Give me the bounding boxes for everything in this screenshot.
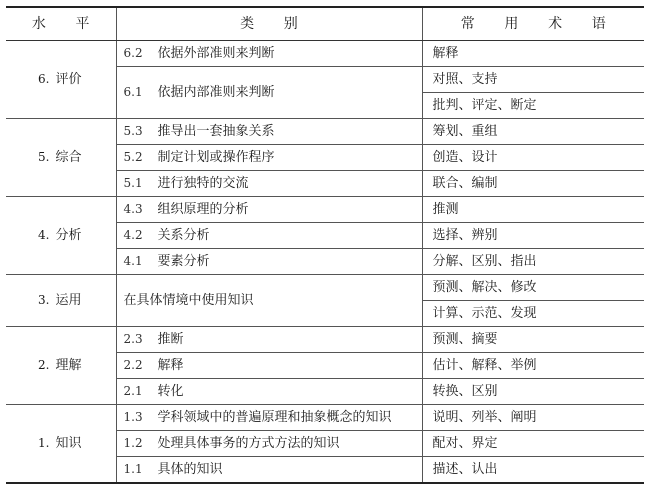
category-text: 解释 [157, 358, 184, 373]
category-text: 转化 [157, 384, 184, 399]
category-cell [116, 431, 422, 457]
terms-cell: 预测、摘要 [422, 327, 644, 353]
terms-cell: 创造、设计 [422, 145, 644, 171]
category-cell [116, 119, 422, 145]
category-text: 具体的知识 [157, 462, 223, 477]
category-text: 学科领域中的普遍原理和抽象概念的知识 [157, 410, 392, 425]
category-text: 依据外部准则来判断 [157, 46, 275, 61]
taxonomy-table-container [6, 6, 644, 484]
category-text: 要素分析 [157, 254, 210, 269]
header-terms: 常 用 术 语 [422, 7, 644, 41]
category-cell [116, 405, 422, 431]
category-text: 推断 [157, 332, 184, 347]
category-number: 4.3 [123, 202, 143, 216]
category-cell [116, 223, 422, 249]
category-number: 6.2 [123, 46, 143, 60]
category-number: 4.1 [123, 254, 143, 268]
level-cell [6, 119, 116, 197]
header-row [6, 7, 644, 41]
category-text: 组织原理的分析 [157, 202, 249, 217]
category-cell [116, 379, 422, 405]
level-number: 2. [38, 358, 50, 372]
category-text: 处理具体事务的方式方法的知识 [157, 436, 340, 451]
terms-cell: 计算、示范、发现 [422, 301, 644, 327]
terms-cell: 对照、支持 [422, 67, 644, 93]
category-number: 6.1 [123, 85, 143, 99]
terms-cell: 分解、区别、指出 [422, 249, 644, 275]
category-number: 4.2 [123, 228, 143, 242]
level-number: 6. [38, 72, 50, 86]
category-number: 2.1 [123, 384, 143, 398]
terms-cell: 联合、编制 [422, 171, 644, 197]
terms-cell: 配对、界定 [422, 431, 644, 457]
terms-cell: 转换、区别 [422, 379, 644, 405]
level-name: 综合 [55, 150, 82, 165]
category-number: 2.3 [123, 332, 143, 346]
category-cell [116, 353, 422, 379]
level-number: 3. [38, 293, 50, 307]
terms-cell: 解释 [422, 41, 644, 67]
table-row [6, 197, 644, 223]
category-cell [116, 171, 422, 197]
category-text: 进行独特的交流 [157, 176, 249, 191]
category-cell [116, 197, 422, 223]
table-row [6, 327, 644, 353]
level-cell [6, 405, 116, 484]
level-cell [6, 327, 116, 405]
level-cell [6, 197, 116, 275]
category-text: 依据内部准则来判断 [157, 85, 275, 100]
category-cell [116, 327, 422, 353]
level-cell [6, 275, 116, 327]
category-cell [116, 457, 422, 484]
level-name: 知识 [55, 436, 82, 451]
category-cell [116, 41, 422, 67]
level-name: 运用 [55, 293, 82, 308]
category-number: 2.2 [123, 358, 143, 372]
table-body [6, 41, 644, 484]
category-text: 制定计划或操作程序 [157, 150, 275, 165]
category-cell [116, 249, 422, 275]
terms-cell: 筹划、重组 [422, 119, 644, 145]
header-category: 类 别 [116, 7, 422, 41]
category-number: 5.3 [123, 124, 143, 138]
level-number: 1. [38, 436, 50, 450]
category-number: 1.2 [123, 436, 143, 450]
terms-cell: 说明、列举、阐明 [422, 405, 644, 431]
terms-cell: 预测、解决、修改 [422, 275, 644, 301]
terms-cell: 估计、解释、举例 [422, 353, 644, 379]
taxonomy-table [6, 6, 644, 484]
level-cell [6, 41, 116, 119]
category-text: 推导出一套抽象关系 [157, 124, 275, 139]
table-row [6, 41, 644, 67]
category-cell [116, 145, 422, 171]
category-number: 1.1 [123, 462, 143, 476]
category-number: 5.1 [123, 176, 143, 190]
category-number: 1.3 [123, 410, 143, 424]
terms-cell: 批判、评定、断定 [422, 93, 644, 119]
header-level: 水 平 [6, 7, 116, 41]
level-number: 4. [38, 228, 50, 242]
level-name: 分析 [55, 228, 82, 243]
category-text: 在具体情境中使用知识 [123, 293, 254, 308]
table-row [6, 275, 644, 301]
table-row [6, 405, 644, 431]
level-name: 理解 [55, 358, 82, 373]
table-row [6, 119, 644, 145]
terms-cell: 推测 [422, 197, 644, 223]
level-name: 评价 [55, 72, 82, 87]
category-number: 5.2 [123, 150, 143, 164]
terms-cell: 描述、认出 [422, 457, 644, 484]
level-number: 5. [38, 150, 50, 164]
category-cell [116, 67, 422, 119]
category-cell [116, 275, 422, 327]
category-text: 关系分析 [157, 228, 210, 243]
terms-cell: 选择、辨别 [422, 223, 644, 249]
